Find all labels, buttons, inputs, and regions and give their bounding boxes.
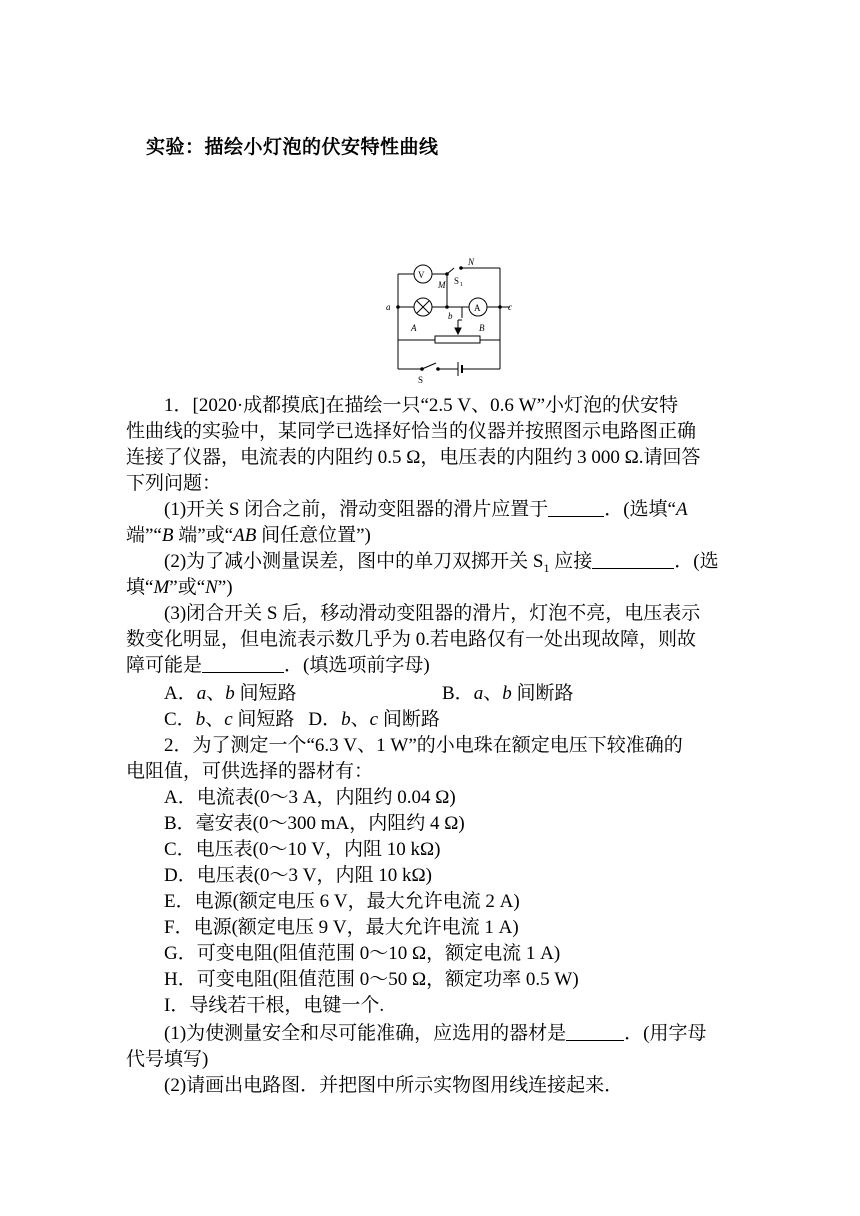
q2-item: G．可变电阻(阻值范围 0～10 Ω，额定电流 1 A) <box>164 943 561 964</box>
q2-item: C．电压表(0～10 V，内阻 10 kΩ) <box>164 839 441 860</box>
q2-item: H．可变电阻(阻值范围 0～50 Ω，额定功率 0.5 W) <box>164 969 579 990</box>
circuit-diagram <box>380 254 516 386</box>
q2-line-2: 电阻值，可供选择的器材有： <box>126 761 374 782</box>
ammeter-label: A <box>474 303 481 313</box>
answer-blank <box>548 500 604 517</box>
label-b: b <box>448 311 453 321</box>
q2-item: F．电源(额定电压 9 V，最大允许电流 1 A) <box>164 917 519 938</box>
q2-item: I．导线若干根，电键一个. <box>164 995 385 1016</box>
q1-part-3-line-3: 障可能是 ．(填选项前字母) <box>126 655 430 676</box>
label-A: A <box>411 323 417 333</box>
page-title: 实验：描绘小灯泡的伏安特性曲线 <box>146 136 439 158</box>
q1-line-1: 1．[2020·成都摸底]在描绘一只“2.5 V、0.6 W”小灯泡的伏安特 <box>164 395 679 416</box>
q1-part-2: (2)为了减小测量误差，图中的单刀双掷开关 $S_1$ 应接 ．(选 <box>164 551 719 575</box>
answer-blank <box>566 1024 624 1041</box>
option-d: D．b、c 间断路 <box>308 709 440 730</box>
label-B: B <box>479 323 485 333</box>
q2-part-1: (1)为使测量安全和尽可能准确，应选用的器材是 ．(用字母 <box>164 1023 707 1044</box>
q2-item: A．电流表(0～3 A，内阻约 0.04 Ω) <box>164 787 456 808</box>
label-a: a <box>386 302 391 312</box>
answer-blank <box>202 656 284 673</box>
q1-line-3: 连接了仪器，电流表的内阻约 0.5 Ω，电压表的内阻约 3 000 Ω.请回答 <box>126 447 701 468</box>
q1-line-2: 性曲线的实验中，某同学已选择好恰当的仪器并按照图示电路图正确 <box>126 421 697 442</box>
q2-part-1-cont: 代号填写) <box>126 1049 209 1070</box>
q2-line-1: 2．为了测定一个“6.3 V、1 W”的小电珠在额定电压下较准确的 <box>164 735 683 756</box>
label-N: N <box>468 257 475 267</box>
answer-blank <box>592 552 674 569</box>
q1-part-2-cont: 填“M”或“N”) <box>126 577 233 598</box>
option-b: B．a、b 间断路 <box>442 683 574 704</box>
label-c: c <box>508 302 512 312</box>
q1-part-3-line-2: 数变化明显，但电流表示数几乎为 0.若电路仅有一处出现故障，则故 <box>126 629 697 650</box>
option-a: A．a、b 间短路 <box>164 683 297 704</box>
q1-part-3: (3)闭合开关 S 后，移动滑动变阻器的滑片，灯泡不亮，电压表示 <box>164 603 701 624</box>
q1-part-1-cont: 端”“B 端”或“AB 间任意位置”) <box>126 525 371 546</box>
label-S1-sub: 1 <box>460 282 463 288</box>
q1-options-cd <box>0 704 860 731</box>
q2-item: D．电压表(0～3 V，内阻 10 kΩ) <box>164 865 432 886</box>
voltmeter-label: V <box>418 270 425 280</box>
q2-item: E．电源(额定电压 6 V，最大允许电流 2 A) <box>164 891 520 912</box>
q2-item: B．毫安表(0～300 mA，内阻约 4 Ω) <box>164 813 465 834</box>
label-S: S <box>418 375 424 385</box>
option-c: C．b、c 间短路 <box>164 709 295 730</box>
q1-options-ab <box>0 678 860 705</box>
q2-part-2: (2)请画出电路图．并把图中所示实物图用线连接起来． <box>164 1075 624 1096</box>
q1-part-1: (1)开关 S 闭合之前，滑动变阻器的滑片应置于 ．(选填“A <box>164 499 688 520</box>
label-M: M <box>438 280 446 290</box>
q1-line-4: 下列问题： <box>126 473 222 494</box>
label-S1: S <box>454 276 460 286</box>
